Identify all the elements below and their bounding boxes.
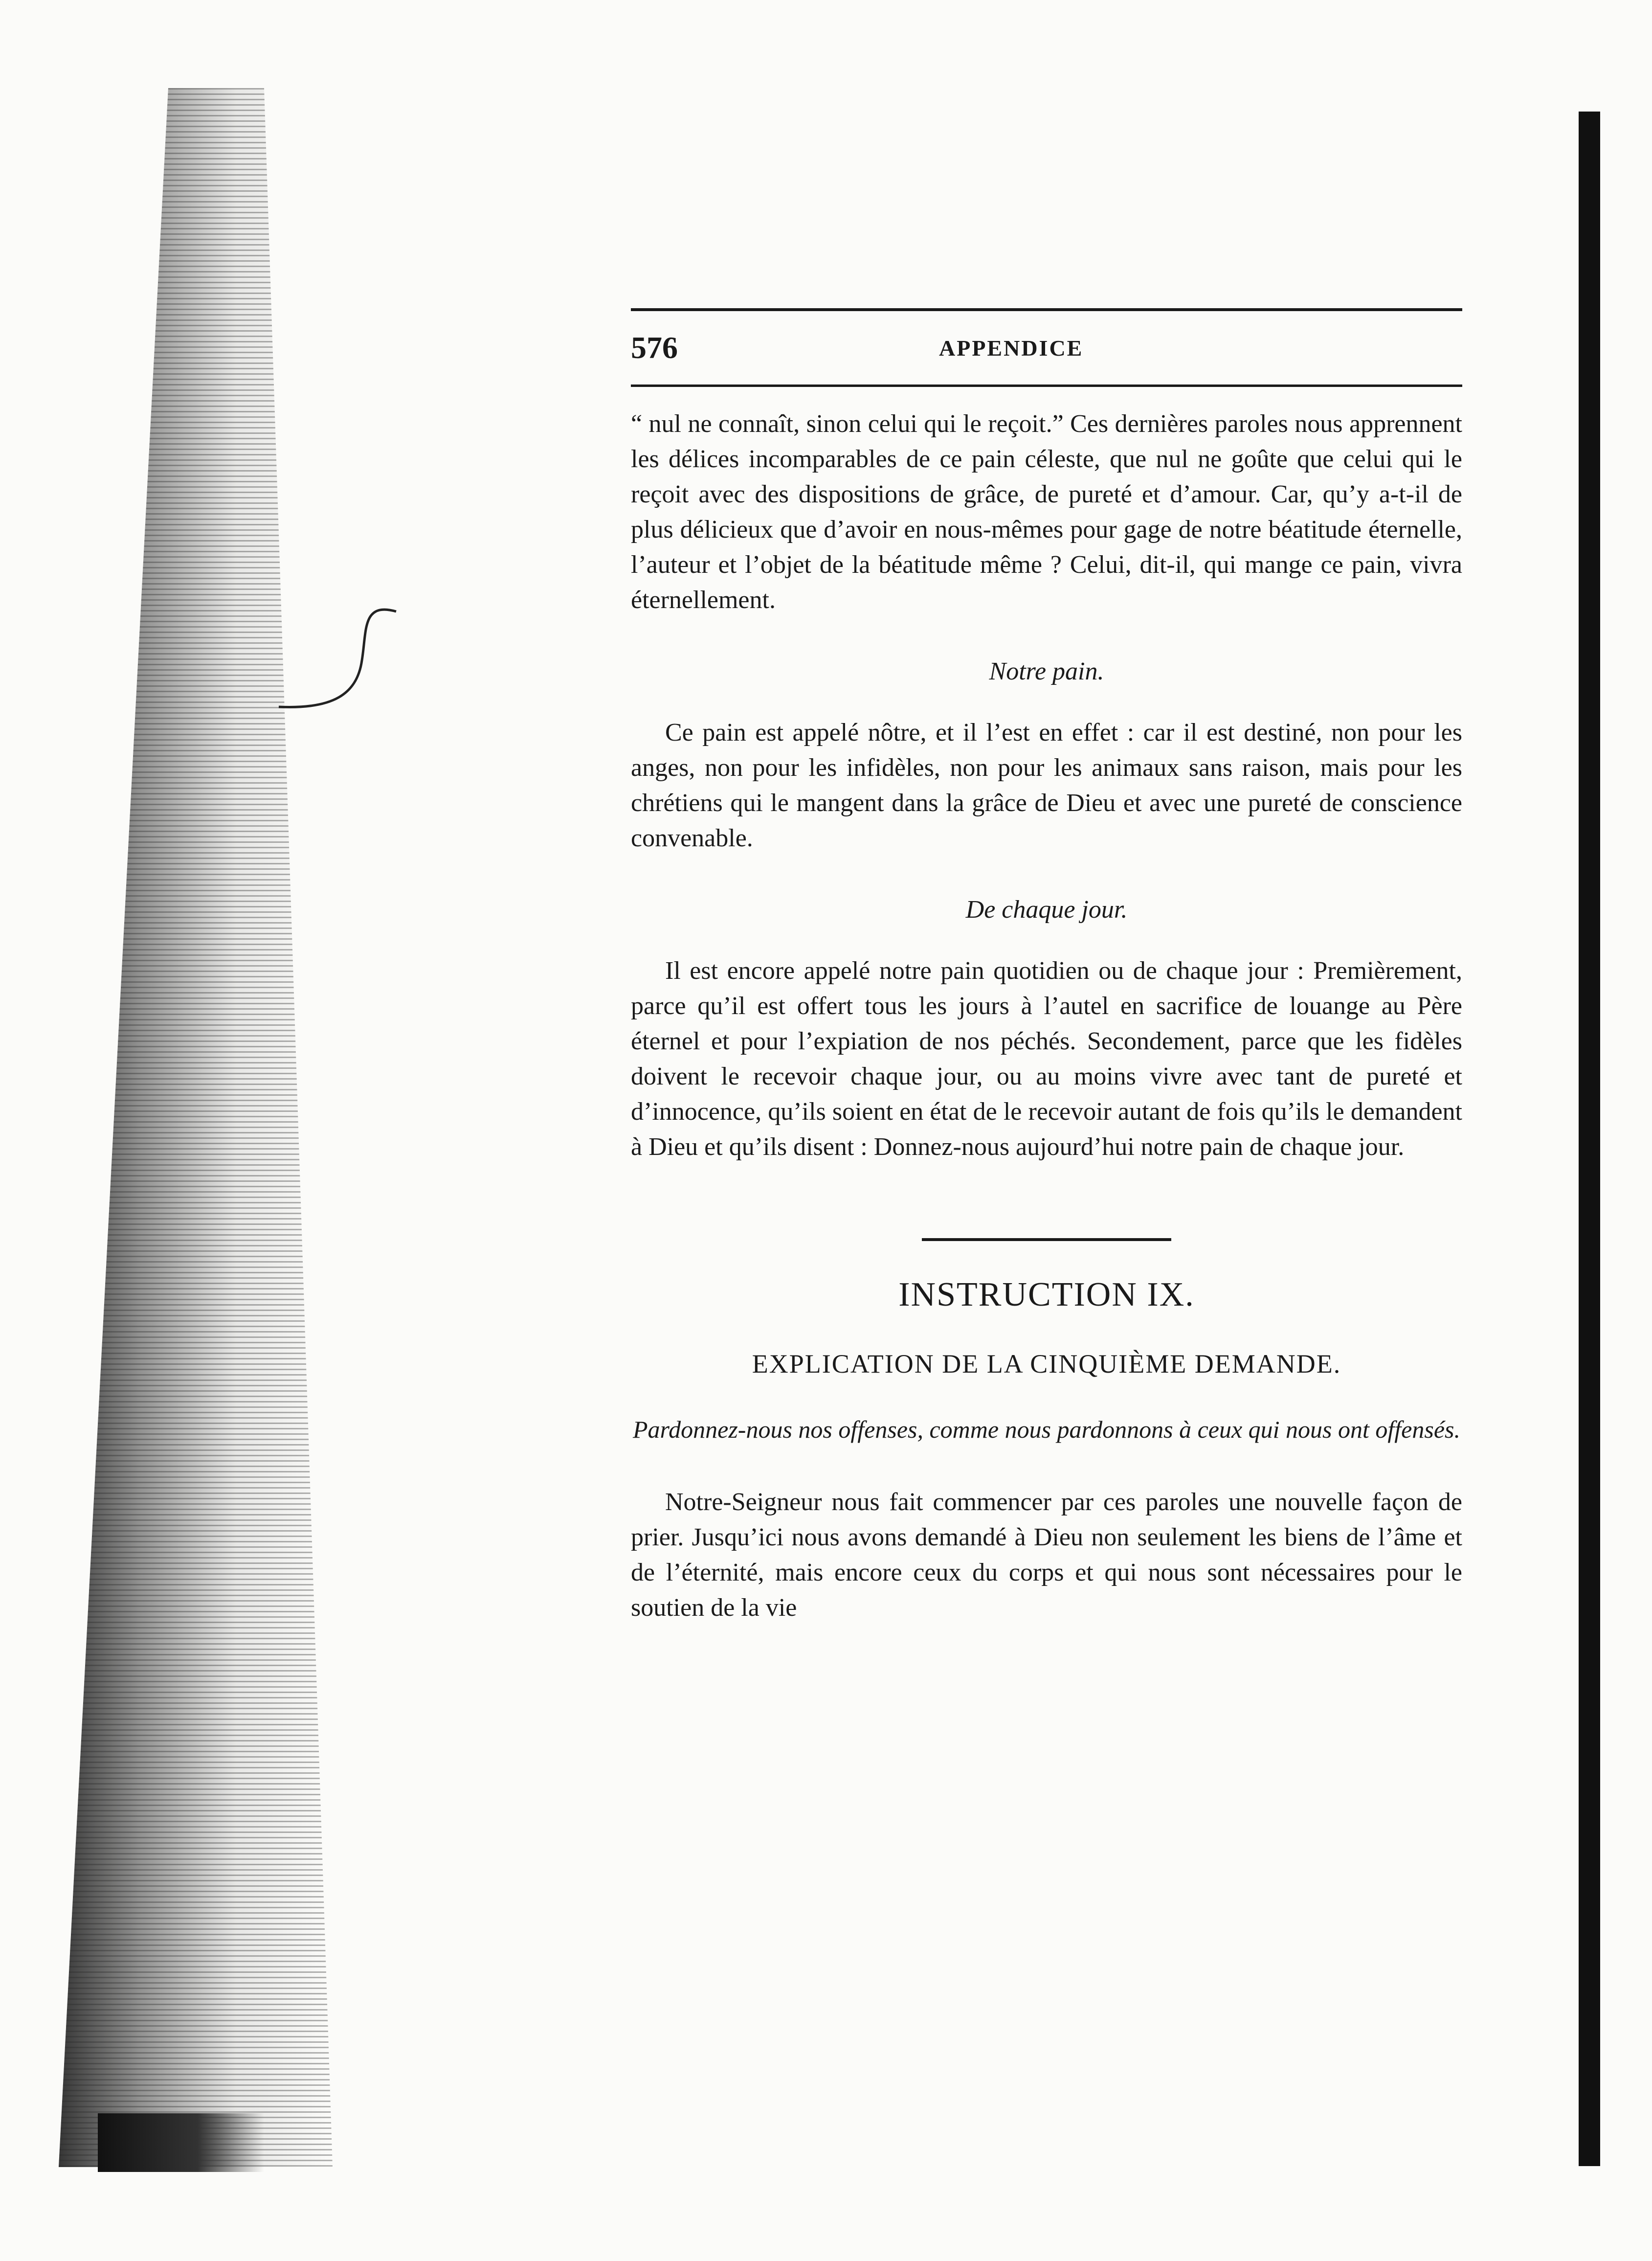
page-number: 576 xyxy=(631,330,678,365)
instruction-title: INSTRUCTION IX. xyxy=(898,1276,1195,1313)
running-title: APPENDICE xyxy=(939,335,1084,361)
section-separator xyxy=(922,1238,1171,1241)
book-page xyxy=(631,308,1462,1626)
paragraph: “ nul ne connaît, sinon celui qui le reçoit.” Ces dernières paroles nous apprennent les délices incomparables de ce pain céleste, que nul ne goûte que celui qui le reçoit avec des dispositions de grâce, de pureté et d’amour. Car, qu’y a-t-il de plus délicieux que d’avoir en nous-mêmes pour gage de notre béatitude éternelle, l’auteur et l’objet de la béatitude même ? Celui, dit-il, qui mange ce pain, vivra éternellement. xyxy=(631,410,1462,614)
page-header xyxy=(631,311,1462,387)
section-heading: De chaque jour. xyxy=(965,896,1128,924)
paragraph: Notre-Seigneur nous fait commencer par ces paroles une nouvelle façon de prier. Jusqu’ici nous avons demandé à Dieu non seulement les biens de l’âme et de l’éternité, mais encore ceux du corps et qui nous sont nécessaires pour le soutien de la vie xyxy=(631,1488,1462,1622)
epigraph: Pardonnez-nous nos offenses, comme nous pardonnons à ceux qui nous ont offensés. xyxy=(633,1416,1460,1443)
scan-edge-bar xyxy=(1579,112,1600,2166)
instruction-subtitle: EXPLICATION DE LA CINQUIÈME DEMANDE. xyxy=(752,1349,1341,1379)
pen-mark xyxy=(274,602,401,719)
paragraph: Il est encore appelé notre pain quotidien ou de chaque jour : Premièrement, parce qu’il est offert tous les jours à l’autel en sacrifice de louange au Père éternel et pour l’expiation de nos péchés. Secondement, parce que les fidèles doivent le recevoir chaque jour, ou au moins vivre avec tant de pureté et d’innocence, qu’ils soient en état de le recevoir autant de fois qu’ils le demandent à Dieu et qu’ils disent : Donnez-nous aujourd’hui notre pain de chaque jour. xyxy=(631,957,1462,1161)
binding-shadow xyxy=(59,88,333,2167)
section-heading: Notre pain. xyxy=(989,657,1104,685)
body-text xyxy=(631,407,1462,1626)
paragraph: Ce pain est appelé nôtre, et il l’est en effet : car il est destiné, non pour les anges, non pour les infidèles, non pour les animaux sans raison, mais pour les chrétiens qui le mangent dans la grâce de Dieu et avec une pureté de conscience convenable. xyxy=(631,719,1462,852)
binding-shadow-bottom xyxy=(98,2113,264,2172)
